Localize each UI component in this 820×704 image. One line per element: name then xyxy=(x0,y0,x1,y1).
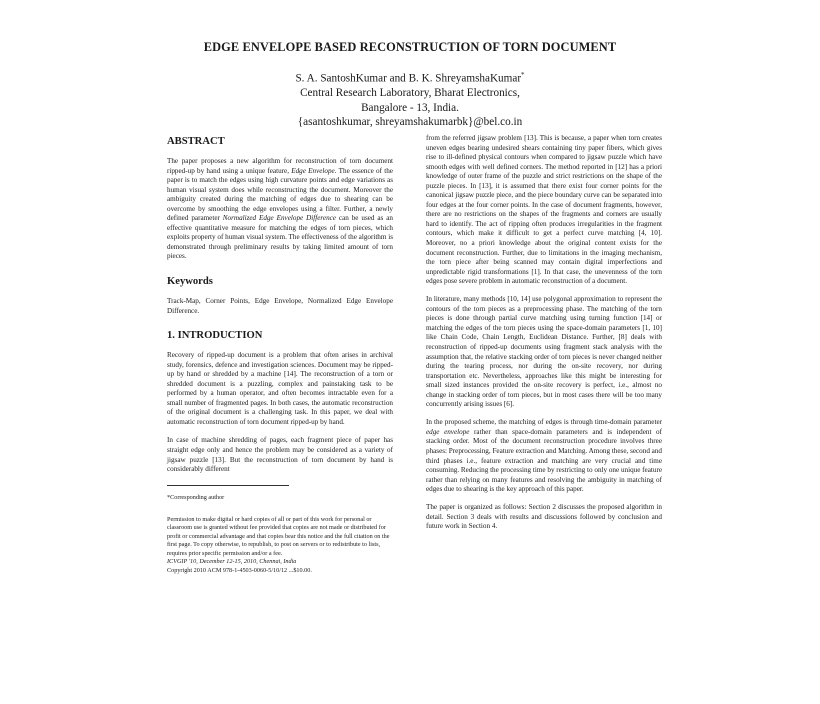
intro-paragraph-2: In case of machine shredding of pages, each fragment piece of paper has straight edge only and hence the problem may be considered as a variety of jigsaw puzzle [13]. But the reconstruction of torn document by hand is considerably different xyxy=(167,436,393,474)
abstract-text-c: can be used as an effective quantitative measure for matching the edges of torn pieces, which exploits property of human visual system. The effectiveness of the algorithm is demonstrated through preliminary results by taking limited amount of torn pieces. xyxy=(167,214,393,261)
right-paragraph-4: The paper is organized as follows: Section 2 discusses the proposed algorithm in detail. Section 3 deals with results and discussions followed by conclusion and future work in Section 4. xyxy=(426,503,662,531)
right-paragraph-2: In literature, many methods [10, 14] use polygonal approximation to represent the contours of the torn pieces as a preprocessing phase. The matching of the torn pieces is done through partial curve matching using turning function [14] or matching the edges of the torn pieces using the space-domain parameters [1, 10] like Chain Code, Chain Length, Euclidean Distance. Further, [8] deals with reconstruction of ripped-up documents using fragment stack analysis with the assumption that, the relative stacking order of torn pieces is never changed neither during the tearing process, nor during the on-site recovery, nor during transportation etc. Nevertheless, approaches like this might be interesting for small sized instances provided the on-site recovery is perfect, i.e., almost no change in stacking order of torn pieces, but in most cases there will be too many concurrently arising issues [6]. xyxy=(426,295,662,409)
intro-paragraph-1: Recovery of ripped-up document is a problem that often arises in archival study, forensics, defence and investigation sciences. Document may be ripped-up by hand or shredded by a machine [14]. The reconstruction of a torn or shredded document is a puzzling, complex and painstaking task to be performed by a human operator, and often becomes intractable even for a small number of fragmented pages. In both cases, the automatic reconstruction of the original document is a challenging task. In this paper, we deal with automatic reconstruction of torn document ripped-up by hand. xyxy=(167,351,393,426)
introduction-heading: 1. INTRODUCTION xyxy=(167,330,263,342)
venue-line: ICVGIP '10, December 12-15, 2010, Chennai, India xyxy=(167,558,297,566)
copyright-line: Copyright 2010 ACM 978-1-4503-0060-5/10/12 ...$10.00. xyxy=(167,566,312,574)
author-block xyxy=(0,68,820,129)
author-names xyxy=(0,68,820,86)
keywords-text: Track-Map, Corner Points, Edge Envelope, Normalized Edge Envelope Difference. xyxy=(167,297,393,315)
paper-title: EDGE ENVELOPE BASED RECONSTRUCTION OF TORN DOCUMENT xyxy=(203,40,617,54)
abstract-parameter-term: Normalized Edge Envelope Difference xyxy=(222,214,336,223)
right-paragraph-3-a: In the proposed scheme, the matching of edges is through time-domain parameter xyxy=(426,418,662,427)
abstract-feature-term: Edge Envelope xyxy=(291,166,335,175)
abstract-heading: ABSTRACT xyxy=(167,136,225,147)
abstract-text xyxy=(167,157,393,262)
left-column xyxy=(167,132,393,575)
abstract-text-b: . The essence of the paper is to match the edges using high curvature points and edge variations as human visual system does while reconstructing the document. Moreover the ambiguity created during the matching of edges due to shearing can be overcome by smoothing the edge envelopes using a filter. Further, a newly defined parameter xyxy=(167,166,393,223)
author-location: Bangalore - 13, India. xyxy=(361,101,459,114)
right-column xyxy=(426,134,662,540)
edge-envelope-term: edge envelope xyxy=(426,427,470,436)
permission-notice: Permission to make digital or hard copies of all or part of this work for personal or classroom use is granted without fee provided that copies are not made or distributed for profit or commercial advantage and that copies bear this notice and the full citation on the first page. To copy otherwise, to republish, to post on servers or to redistribute to lists, requires prior specific permission and/or a fee. xyxy=(167,516,390,557)
corresponding-mark: * xyxy=(521,71,525,79)
author-affiliation: Central Research Laboratory, Bharat Electronics, xyxy=(300,87,520,100)
footnote-block xyxy=(167,494,393,575)
abstract-text-a: The paper proposes a new algorithm for reconstruction of torn document ripped-up by hand using a unique feature, xyxy=(167,157,393,175)
corresponding-author-note: *Corresponding author xyxy=(167,493,225,501)
author-names-text: S. A. SantoshKumar and B. K. ShreyamshaKumar xyxy=(295,72,522,85)
right-paragraph-3-b: rather than space-domain parameters and is independent of stacking order. Most of the document reconstruction procedure involves three phases: Preprocessing, Feature extraction and Matching. Among these, second and third phases i.e., feature extraction and matching are very crucial and time consuming. Reducing the processing time by restricting to only one unique feature rather than relying on many features and resolving the ambiguity in matching of edges due to shearing is the key approach of this paper. xyxy=(426,427,663,494)
author-emails: {asantoshkumar, shreyamshakumarbk}@bel.co.in xyxy=(297,115,523,128)
footnote-rule xyxy=(167,485,289,486)
right-paragraph-3 xyxy=(426,418,662,494)
right-paragraph-1: from the referred jigsaw problem [13]. This is because, a paper when torn creates uneven edges bearing undesired shears containing tiny paper fibers, which gives rise to ill-defined physical contours when compared to jigsaw puzzle which have smooth edges with well defined corners. The method reported in [12] has a priori knowledge of outer frame of the puzzle and strict restrictions on the shape of the puzzle pieces. In [13], it is assumed that there exist four corner points for the canonical jigsaw puzzle piece, and the piece boundary curve can be separated into four edges at the four corner points. In the case of document fragments, however, there are no restrictions on the shapes of the fragments and corners are usually hard to identify. The act of ripping often produces irregularities in the fragment contours, which make it difficult to get a perfect curve matching [4, 10]. Moreover, no a priori knowledge about the original content exists for the document reconstruction. Further, due to limitations in the imaging mechanism, the torn piece after being scanned may contain digital imperfections and unpredictable rigid transformations [1]. In that case, the unevenness of the torn edges pose severe problem in automatic reconstruction of a document. xyxy=(426,134,662,286)
keywords-heading: Keywords xyxy=(167,276,213,288)
